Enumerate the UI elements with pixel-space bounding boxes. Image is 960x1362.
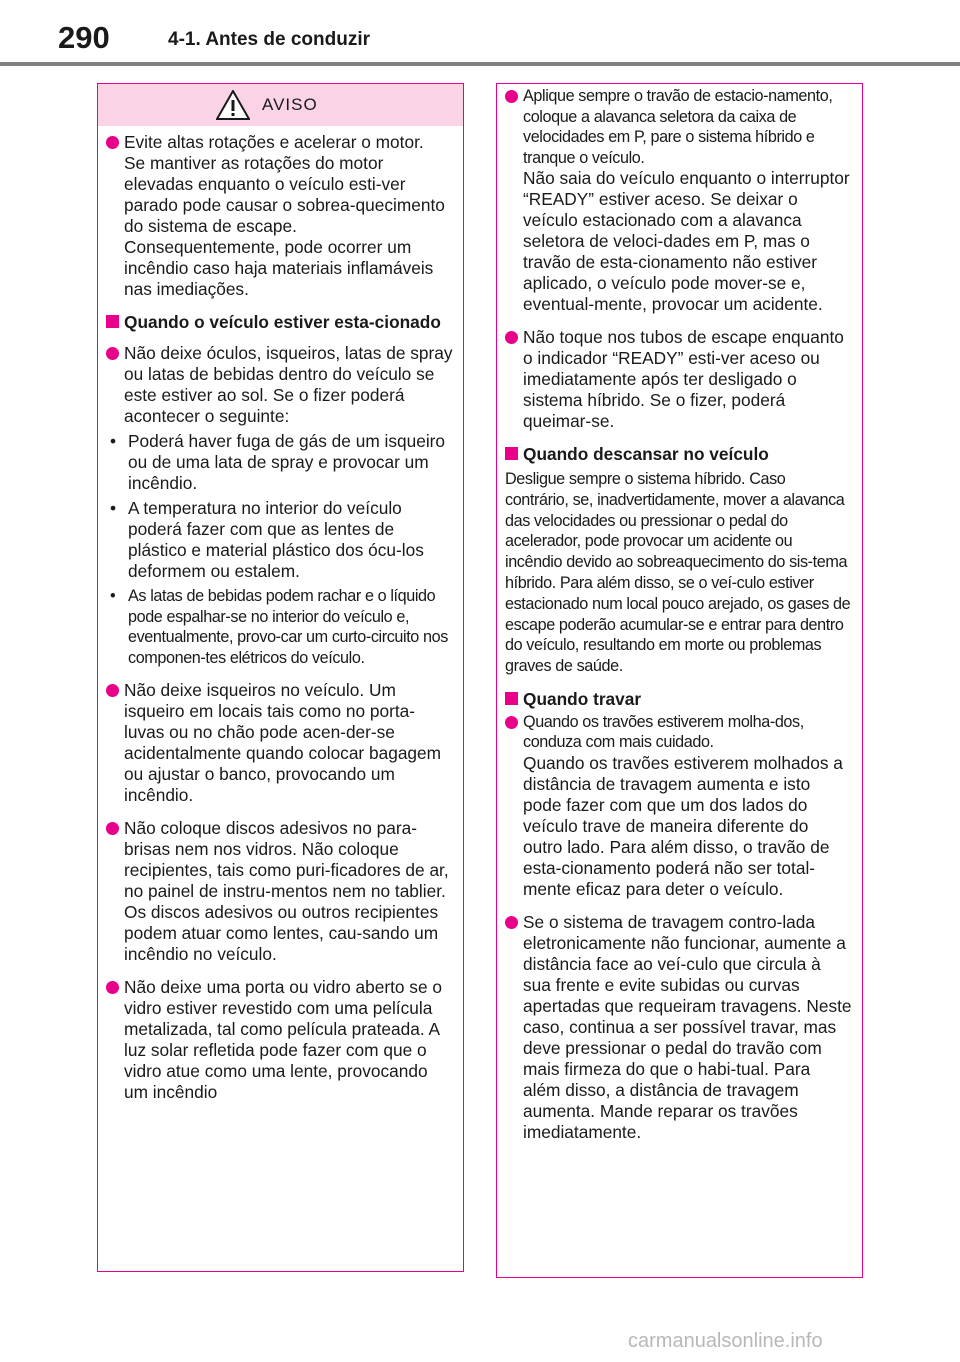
watermark: carmanualsonline.info [628,1330,823,1352]
warning-header [98,84,463,126]
item-text: Não toque nos tubos de escape enquanto o indicador “READY” esti-ver aceso ou imediatamente após ter desligado o sistema híbrido. Se o fizer, poderá queimar-se. [523,327,844,431]
bullet-dot-icon [106,347,119,360]
bullet-square-icon [505,692,518,705]
list-item [106,343,453,427]
item-text: Não saia do veículo enquanto o interruptor “READY” estiver aceso. Se deixar o veículo estacionado com a alavanca seletora de veloci-dades em P, mas o travão de esta-cionamento não estiver aplicado, o veículo pode mover-se e, eventual-mente, provocar um acidente. [523,168,850,314]
item-text: Se o sistema de travagem contro-lada eletronicamente não funcionar, aumente a distância face ao veí-culo que circula à sua frente e evite subidas ou curvas apertadas que requeiram travagens. Neste caso, continua a ser possível travar, mas deve pressionar o pedal do travão com mais firmeza do que o habi-tual. Para além disso, a distância de travagem aumenta. Mande reparar os travões imediatamente. [523,911,852,1142]
sub-item-text: As latas de bebidas podem rachar e o líquido pode espalhar-se no interior do veículo e, eventualmente, provo-car um curto-circuito nos componen-tes elétricos do veículo. [128,587,448,667]
list-item [505,912,852,1143]
subheading [505,444,852,465]
bullet-dot-icon [106,822,119,835]
sub-list-item: • Poderá haver fuga de gás de um isqueiro ou de uma lata de spray e provocar um incêndio. [110,431,446,493]
item-text: Aplique sempre o travão de estacio-namento, coloque a alavanca seletora da caixa de velocidades em P, pare o sistema híbrido e tranque o veículo. [523,87,833,167]
warning-triangle-icon [216,90,250,120]
bullet-dot-icon [505,716,518,729]
subheading-text: Quando descansar no veículo [523,444,769,464]
item-text: Quando os travões estiverem molha-dos, conduza com mais cuidado. [523,712,804,752]
bullet-square-icon [505,447,518,460]
section-title: 4-1. Antes de conduzir [168,29,370,50]
list-item [106,977,453,1103]
item-text: Não deixe óculos, isqueiros, latas de spray ou latas de bebidas dentro do veículo se este estiver ao sol. Se o fizer poderá acontecer o seguinte: [124,343,453,426]
warning-label: AVISO [262,95,318,114]
subheading [106,312,453,333]
item-text: Evite altas rotações e acelerar o motor. Se mantiver as rotações do motor elevadas enquanto o veículo esti-ver parado pode causar o sobrea-quecimento do sistema de escape. Consequentemente, pode ocorrer um incêndio caso haja materiais inflamáveis nas imediações. [124,132,445,299]
bullet-dot-icon [106,684,119,697]
list-item [106,818,453,965]
warning-box-right [496,83,863,1278]
page-number: 290 [58,20,110,55]
page-header [0,0,960,70]
paragraph: Desligue sempre o sistema híbrido. Caso contrário, se, inadvertidamente, mover a alavanca das velocidades ou pressionar o pedal do acelerador, pode provocar um acidente ou incêndio devido ao sobreaquecimento do sis-tema híbrido. Para além disso, se o veí-culo estiver estacionado num local pouco arejado, os gases de escape poderão acumular-se e entrar para dentro do veículo, resultando em morte ou problemas graves de saúde. [505,470,851,676]
item-text: Quando os travões estiverem molhados a distância de travagem aumenta e isto pode fazer com que um dos lados do veículo trave de maneira diferente do outro lado. Para além disso, o travão de esta-cionamento poderá não ser total-mente eficaz para deter o veículo. [523,752,843,899]
bullet-square-icon [106,315,119,328]
subheading-text: Quando o veículo estiver esta-cionado [124,312,441,332]
list-item [505,327,852,432]
bullet-dot-icon [106,136,119,149]
sub-list-item: • As latas de bebidas podem rachar e o líquido pode espalhar-se no interior do veículo e, eventualmente, provo-car um curto-circuito nos componen-tes elétricos do veículo. [110,587,448,667]
bullet-dot-icon [505,90,518,103]
bullet-dot-icon [106,981,119,994]
list-item [106,680,453,806]
subheading [505,689,852,710]
item-text: Não deixe isqueiros no veículo. Um isqueiro em locais tais como no porta-luvas ou no chão pode acen-der-se acidentalmente quando colocar bagagem ou ajustar o banco, provocando um incêndio. [124,680,442,805]
item-text: Não deixe uma porta ou vidro aberto se o vidro estiver revestido com uma película metalizada, tal como película prateada. A luz solar refletida pode fazer com que o vidro atue como uma lente, provocando um incêndio [124,977,442,1102]
bullet-dot-icon [505,916,518,929]
list-item [505,86,852,315]
sub-item-text: A temperatura no interior do veículo poderá fazer com que as lentes de plástico e material plástico dos ócu-los deformem ou estalem. [128,498,424,581]
list-item [505,712,852,900]
sub-list-item: • A temperatura no interior do veículo poderá fazer com que as lentes de plástico e material plástico dos ócu-los deformem ou estalem. [110,498,424,581]
list-item [106,132,453,300]
bullet-dot-icon [505,331,518,344]
sub-item-text: Poderá haver fuga de gás de um isqueiro ou de uma lata de spray e provocar um incêndio. [128,431,446,493]
item-text: Não coloque discos adesivos no para-brisas nem nos vidros. Não coloque recipientes, tais como puri-ficadores de ar, no painel de instru-mentos nem no tablier. Os discos adesivos ou outros recipientes podem atuar como lentes, cau-sando um incêndio no veículo. [124,818,449,964]
warning-box-left [97,83,464,1272]
subheading-text: Quando travar [523,688,642,709]
header-rule [0,62,960,66]
